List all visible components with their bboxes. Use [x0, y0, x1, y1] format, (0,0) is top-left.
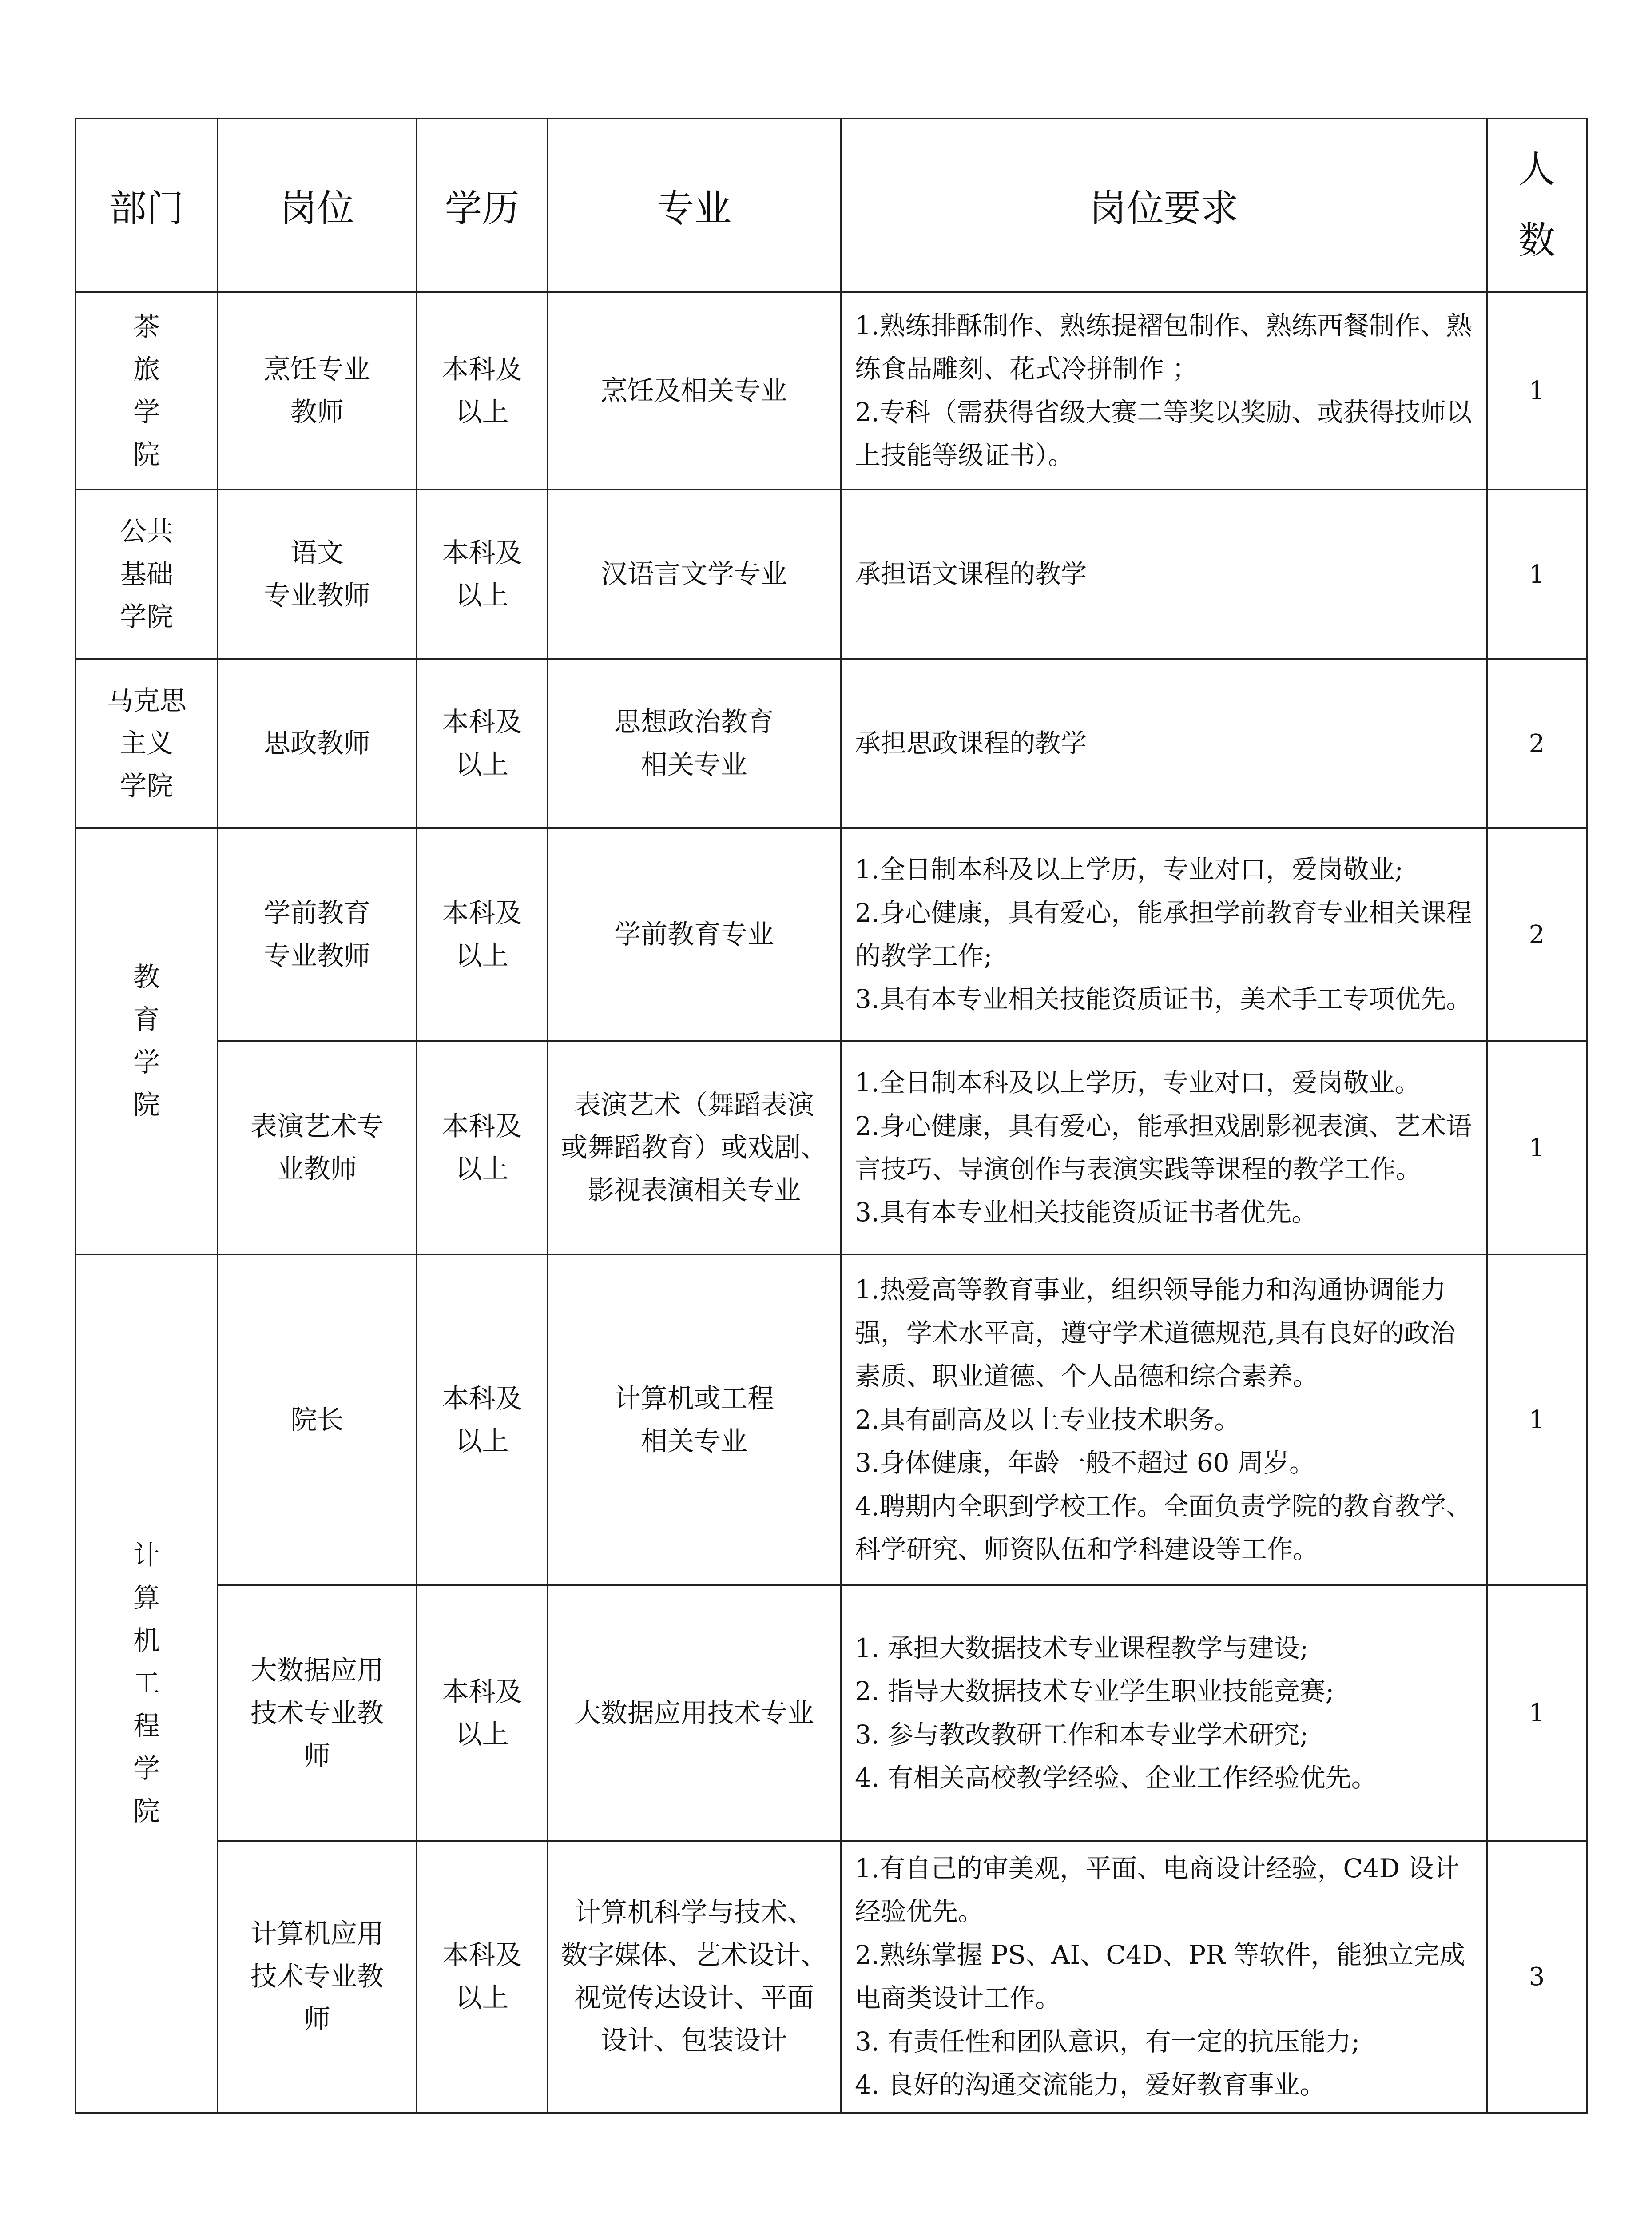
requirement-line: 3.具有本专业相关技能资质证书，美术手工专项优先。	[855, 984, 1472, 1015]
education-cell: 本科及 以上	[417, 1254, 548, 1585]
education-cell: 本科及 以上	[417, 292, 548, 490]
table-row	[75, 659, 1587, 828]
education-cell: 本科及 以上	[417, 490, 548, 659]
count-cell: 1	[1487, 490, 1587, 659]
education-cell: 本科及 以上	[417, 1585, 548, 1841]
position-cell: 大数据应用 技术专业教 师	[218, 1585, 417, 1841]
requirements-cell	[841, 1585, 1487, 1841]
count-cell: 1	[1487, 1041, 1587, 1254]
requirements-cell	[841, 659, 1487, 828]
major-cell: 烹饪及相关专业	[548, 292, 841, 490]
requirement-line: 承担语文课程的教学	[855, 559, 1087, 589]
header-major: 专业	[548, 119, 841, 292]
header-count: 人 数	[1487, 119, 1587, 292]
requirement-line: 1. 承担大数据技术专业课程教学与建设;	[855, 1632, 1309, 1663]
requirement-line: 1.热爱高等教育事业，组织领导能力和沟通协调能力强，学术水平高，遵守学术道德规范,具有良好的政治素质、职业道德、个人品德和综合素养。	[855, 1274, 1456, 1392]
position-cell: 语文 专业教师	[218, 490, 417, 659]
requirement-line: 3. 有责任性和团队意识，有一定的抗压能力;	[855, 2026, 1360, 2057]
requirements-cell	[841, 828, 1487, 1041]
major-cell: 学前教育专业	[548, 828, 841, 1041]
requirement-line: 4. 良好的沟通交流能力，爱好教育事业。	[855, 2070, 1326, 2100]
position-cell: 学前教育 专业教师	[218, 828, 417, 1041]
table-row	[75, 828, 1587, 1041]
position-cell: 烹饪专业 教师	[218, 292, 417, 490]
major-cell: 思想政治教育 相关专业	[548, 659, 841, 828]
header-dept: 部门	[75, 119, 218, 292]
major-cell: 大数据应用技术专业	[548, 1585, 841, 1841]
table-row	[75, 292, 1587, 490]
count-cell: 3	[1487, 1841, 1587, 2113]
requirement-line: 4. 有相关高校教学经验、企业工作经验优先。	[855, 1762, 1377, 1793]
position-cell: 计算机应用 技术专业教 师	[218, 1841, 417, 2113]
requirement-line: 2.具有副高及以上专业技术职务。	[855, 1404, 1240, 1435]
table-row	[75, 1841, 1587, 2113]
count-cell: 2	[1487, 659, 1587, 828]
dept-cell: 公共 基础 学院	[75, 490, 218, 659]
header-row	[75, 119, 1587, 292]
dept-cell: 茶 旅 学 院	[75, 292, 218, 490]
requirement-line: 2.身心健康，具有爱心，能承担学前教育专业相关课程的教学工作;	[855, 897, 1472, 971]
requirements-cell	[841, 292, 1487, 490]
count-cell: 1	[1487, 292, 1587, 490]
requirement-line: 3.具有本专业相关技能资质证书者优先。	[855, 1197, 1318, 1228]
header-position: 岗位	[218, 119, 417, 292]
requirements-cell	[841, 490, 1487, 659]
header-education: 学历	[417, 119, 548, 292]
requirements-cell	[841, 1841, 1487, 2113]
count-cell: 2	[1487, 828, 1587, 1041]
table-row	[75, 1585, 1587, 1841]
count-cell: 1	[1487, 1254, 1587, 1585]
position-cell: 院长	[218, 1254, 417, 1585]
education-cell: 本科及 以上	[417, 659, 548, 828]
position-cell: 表演艺术专 业教师	[218, 1041, 417, 1254]
major-cell: 表演艺术（舞蹈表演 或舞蹈教育）或戏剧、 影视表演相关专业	[548, 1041, 841, 1254]
education-cell: 本科及 以上	[417, 1041, 548, 1254]
education-cell: 本科及 以上	[417, 1841, 548, 2113]
major-cell: 汉语言文学专业	[548, 490, 841, 659]
table-row	[75, 490, 1587, 659]
requirement-line: 2.熟练掌握 PS、AI、C4D、PR 等软件，能独立完成电商类设计工作。	[855, 1939, 1465, 2014]
header-requirements: 岗位要求	[841, 119, 1487, 292]
table-row	[75, 1041, 1587, 1254]
requirement-line: 4.聘期内全职到学校工作。全面负责学院的教育教学、科学研究、师资队伍和学科建设等工作。	[855, 1491, 1472, 1565]
position-cell: 思政教师	[218, 659, 417, 828]
requirement-line: 3. 参与教改教研工作和本专业学术研究;	[855, 1719, 1309, 1750]
dept-cell: 教 育 学 院	[75, 828, 218, 1254]
requirements-cell	[841, 1041, 1487, 1254]
requirements-cell	[841, 1254, 1487, 1585]
dept-cell: 计 算 机 工 程 学 院	[75, 1254, 218, 2113]
requirement-line: 3.身体健康，年龄一般不超过 60 周岁。	[855, 1448, 1315, 1478]
table-row	[75, 1254, 1587, 1585]
recruitment-table	[75, 118, 1588, 2114]
requirement-line: 1.全日制本科及以上学历，专业对口，爱岗敬业。	[855, 1067, 1421, 1098]
education-cell: 本科及 以上	[417, 828, 548, 1041]
requirement-line: 1.有自己的审美观，平面、电商设计经验，C4D 设计经验优先。	[855, 1853, 1460, 1927]
requirement-line: 2. 指导大数据技术专业学生职业技能竞赛;	[855, 1676, 1334, 1707]
major-cell: 计算机科学与技术、 数字媒体、艺术设计、 视觉传达设计、平面 设计、包装设计	[548, 1841, 841, 2113]
requirement-line: 承担思政课程的教学	[855, 728, 1087, 759]
requirement-line: 2.专科（需获得省级大赛二等奖以奖励、或获得技师以上技能等级证书）。	[855, 397, 1472, 470]
major-cell: 计算机或工程 相关专业	[548, 1254, 841, 1585]
dept-cell: 马克思 主义 学院	[75, 659, 218, 828]
requirement-line: 2.身心健康，具有爱心，能承担戏剧影视表演、艺术语言技巧、导演创作与表演实践等课程的教学工作。	[855, 1110, 1472, 1184]
requirement-line: 1.熟练排酥制作、熟练提褶包制作、熟练西餐制作、熟练食品雕刻、花式冷拼制作 ；	[855, 310, 1472, 384]
requirement-line: 1.全日制本科及以上学历，专业对口，爱岗敬业;	[855, 854, 1403, 885]
count-cell: 1	[1487, 1585, 1587, 1841]
